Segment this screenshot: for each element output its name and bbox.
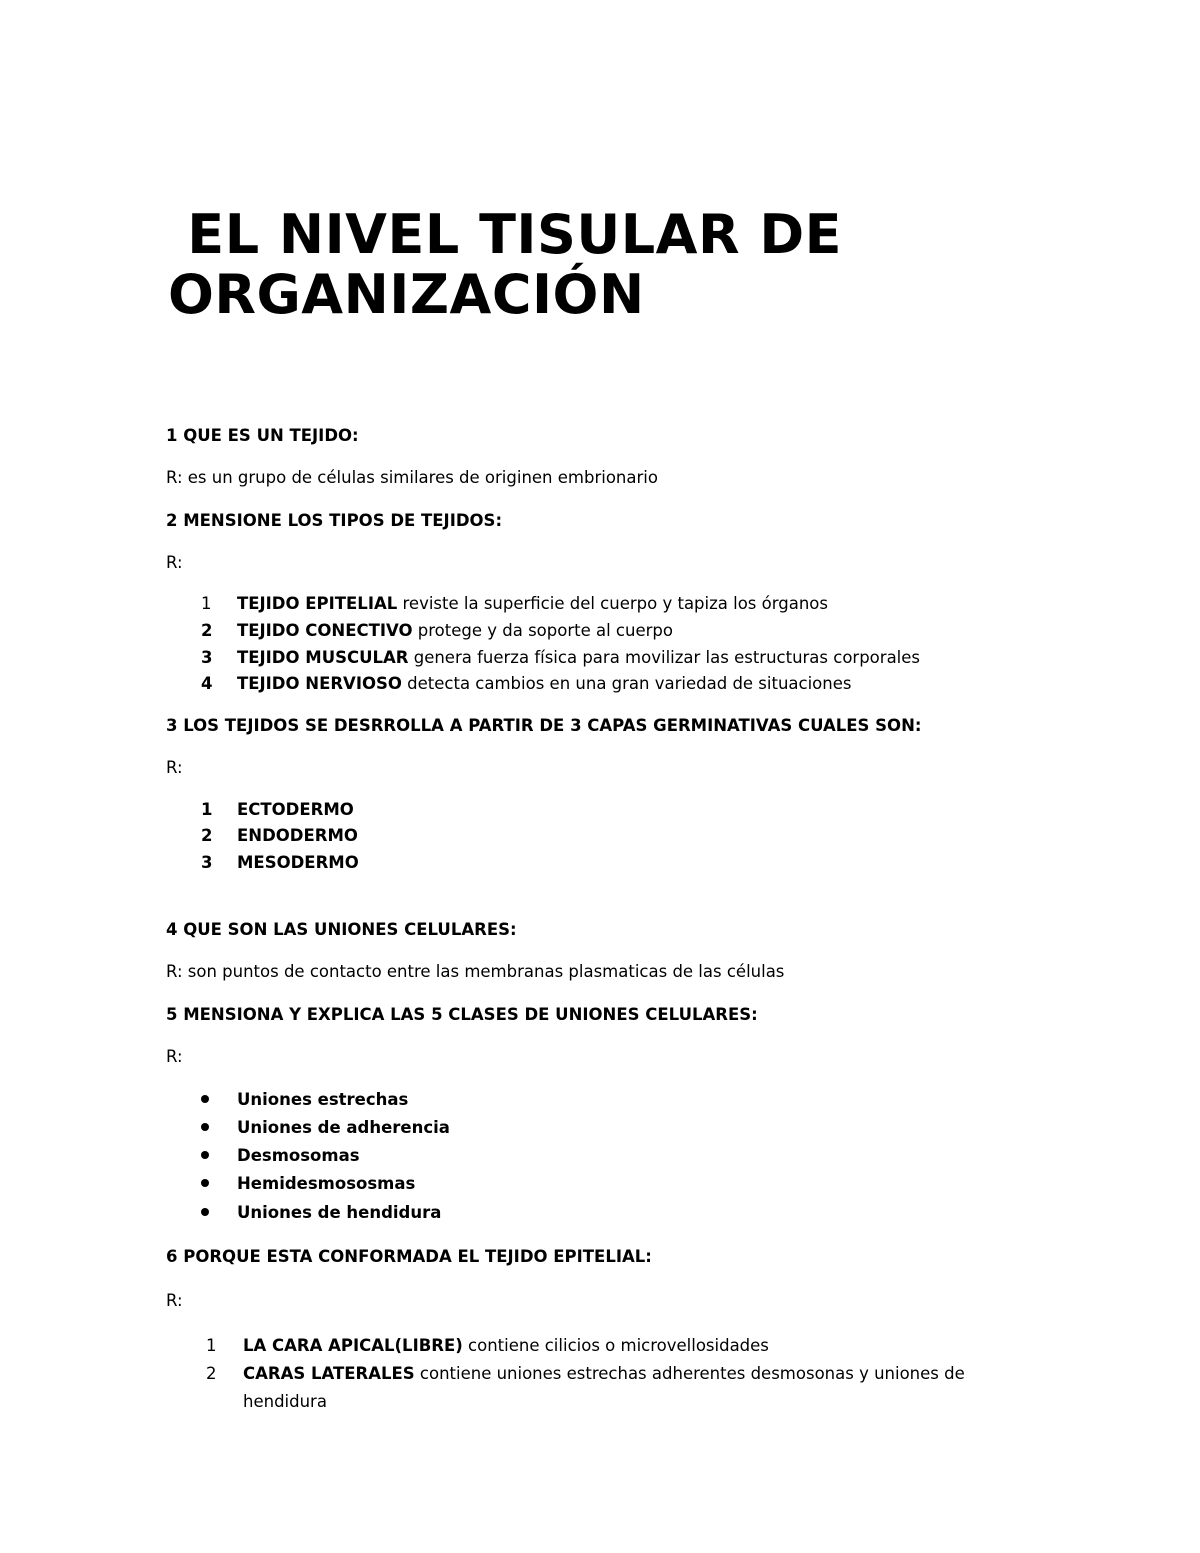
answer-5-prefix: R: [166,1047,183,1066]
list-number: 2 [206,1364,217,1383]
germ-layer: MESODERMO [237,853,359,872]
tissue-description: reviste la superficie del cuerpo y tapiza los órganos [397,594,828,613]
bullet-icon [201,1095,209,1103]
cell-junction: Uniones de hendidura [237,1203,442,1222]
epithelial-face: CARAS LATERALES [243,1364,415,1383]
tissue-name: TEJIDO MUSCULAR [237,648,409,667]
tissue-name: TEJIDO CONECTIVO [237,621,413,640]
list-number: 2 [201,621,213,640]
title-line-2: ORGANIZACIÓN [168,263,645,326]
question-3: 3 LOS TEJIDOS SE DESRROLLA A PARTIR DE 3 CAPAS GERMINATIVAS CUALES SON: [166,716,922,735]
tissue-description: genera fuerza física para movilizar las estructuras corporales [408,648,921,667]
question-6: 6 PORQUE ESTA CONFORMADA EL TEJIDO EPITELIAL: [166,1247,652,1266]
question-5: 5 MENSIONA Y EXPLICA LAS 5 CLASES DE UNIONES CELULARES: [166,1005,758,1024]
cell-junction: Hemidesmososmas [237,1174,416,1193]
germ-layer: ECTODERMO [237,800,354,819]
tissue-description: protege y da soporte al cuerpo [412,621,673,640]
list-number: 1 [206,1336,217,1355]
tissue-description: detecta cambios en una gran variedad de situaciones [401,674,852,693]
title-line-1: EL NIVEL TISULAR DE [168,203,843,266]
epithelial-face-description: contiene cilicios o microvellosidades [462,1336,769,1355]
list-number: 1 [201,594,212,613]
answer-4: R: son puntos de contacto entre las membranas plasmaticas de las células [166,962,785,981]
cell-junction: Uniones de adherencia [237,1118,450,1137]
question-1: 1 QUE ES UN TEJIDO: [166,426,359,445]
answer-3-prefix: R: [166,758,183,777]
germ-layer: ENDODERMO [237,826,358,845]
cell-junction: Desmosomas [237,1146,360,1165]
list-number: 3 [201,853,213,872]
list-number: 4 [201,674,213,693]
list-number: 1 [201,800,213,819]
answer-1: R: es un grupo de células similares de originen embrionario [166,468,658,487]
question-4: 4 QUE SON LAS UNIONES CELULARES: [166,920,517,939]
bullet-icon [201,1151,209,1159]
answer-6-prefix: R: [166,1291,183,1310]
answer-2-prefix: R: [166,553,183,572]
list-number: 2 [201,826,213,845]
bullet-icon [201,1208,209,1216]
bullet-icon [201,1179,209,1187]
epithelial-face-description: contiene uniones estrechas adherentes desmosonas y uniones de hendidura [243,1364,965,1411]
question-2: 2 MENSIONE LOS TIPOS DE TEJIDOS: [166,511,503,530]
tissue-name: TEJIDO EPITELIAL [237,594,398,613]
bullet-icon [201,1123,209,1131]
list-number: 3 [201,648,213,667]
document-title [168,205,1068,325]
epithelial-face: LA CARA APICAL(LIBRE) [243,1336,463,1355]
tissue-name: TEJIDO NERVIOSO [237,674,402,693]
cell-junction: Uniones estrechas [237,1090,409,1109]
